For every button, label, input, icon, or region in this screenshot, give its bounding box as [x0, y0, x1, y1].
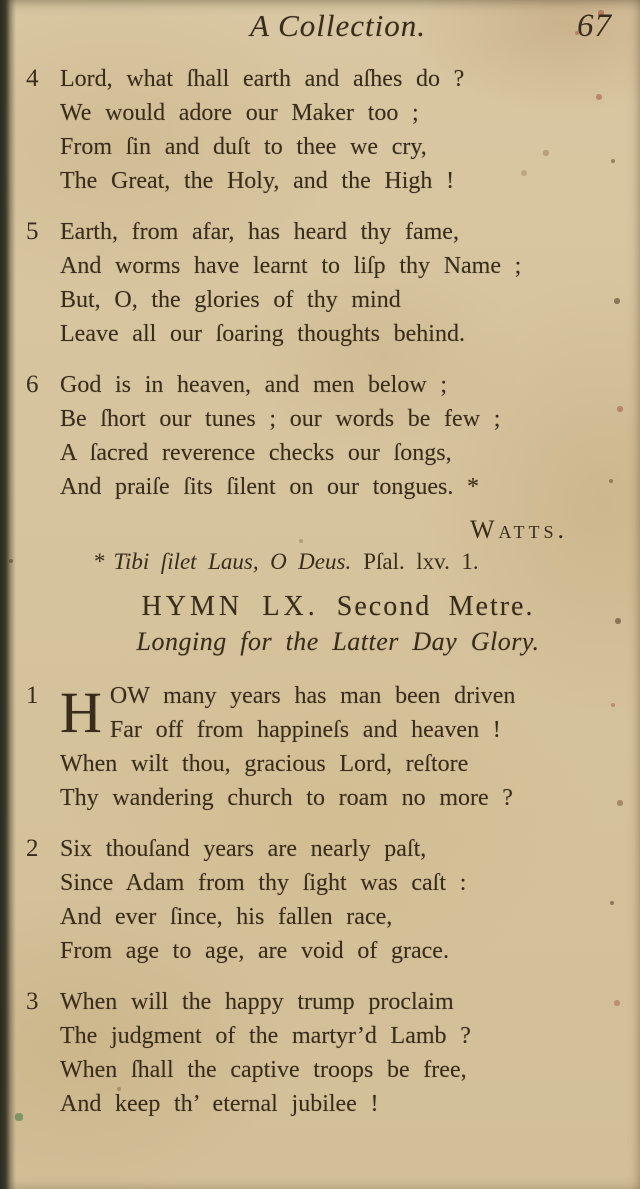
verse-line: The judgment of the martyr’d Lamb ?: [60, 1023, 471, 1049]
verse-line: And worms have learnt to liſp thy Name ;: [60, 253, 522, 279]
verse-line: And ever ſince, his fallen race,: [60, 904, 393, 930]
verse: [26, 368, 616, 504]
verse-line: And praiſe ſits ſilent on our tongues. *: [60, 474, 480, 500]
verse-line: We would adore our Maker too ;: [60, 100, 419, 126]
verse-number: 6: [26, 371, 39, 398]
verse-line: The Great, the Holy, and the High !: [60, 168, 455, 194]
drop-cap: H: [60, 680, 102, 745]
author-attribution: Watts.: [469, 515, 568, 544]
verse: [26, 215, 616, 351]
footnote: [94, 547, 616, 577]
verse-number: 4: [26, 65, 39, 92]
verse-line: From age to age, are void of grace.: [60, 938, 449, 964]
verse-line: When ſhall the captive troops be free,: [60, 1057, 467, 1083]
verse-line: God is in heaven, and men below ;: [60, 372, 448, 398]
hymn-subtitle: Longing for the Latter Day Glory.: [136, 627, 540, 656]
verse-line: Far off from happineſs and heaven !: [109, 717, 501, 743]
dropcap-row: [60, 679, 616, 747]
verse-line: Since Adam from thy ſight was caſt :: [60, 870, 467, 896]
verse-line: Be ſhort our tunes ; our words be few ;: [60, 406, 501, 432]
verse: [26, 679, 616, 815]
verse-line: OW many years has man been driven: [109, 683, 516, 709]
verse-line: But, O, the glories of thy mind: [60, 287, 401, 313]
footnote-scripture-reference: Pſal. lxv. 1.: [363, 549, 479, 574]
hymn-metre: Second Metre.: [336, 591, 535, 622]
page-number: 67: [577, 8, 612, 44]
verse-line: Earth, from afar, has heard thy fame,: [60, 219, 459, 245]
verse-line: And keep th’ eternal jubilee !: [60, 1091, 379, 1117]
verse-number: 2: [26, 835, 39, 862]
verse-line: A ſacred reverence checks our ſongs,: [60, 440, 452, 466]
verse: [26, 832, 616, 968]
verse-line: When wilt thou, gracious Lord, reſtore: [60, 751, 469, 777]
verse: [26, 985, 616, 1121]
verse-line: Thy wandering church to roam no more ?: [60, 785, 513, 811]
verse: [26, 62, 616, 198]
hymn-number: HYMN LX.: [141, 591, 319, 622]
running-head: [60, 8, 616, 56]
verse-line: Lord, what ſhall earth and aſhes do ?: [60, 66, 465, 92]
footnote-latin-text: Tibi ſilet Laus, O Deus.: [113, 549, 352, 574]
dropcap-lines: [110, 679, 516, 747]
running-title: A Collection.: [249, 8, 427, 43]
verse-number: 3: [26, 988, 39, 1015]
verse-line: Leave all our ſoaring thoughts behind.: [60, 321, 465, 347]
verse-line: From ſin and duſt to thee we cry,: [60, 134, 427, 160]
verse-number: 1: [26, 682, 39, 709]
verse-line: When will the happy trump proclaim: [60, 989, 454, 1015]
verse-number: 5: [26, 218, 39, 245]
footnote-marker: *: [94, 549, 106, 574]
verse-line: Six thouſand years are nearly paſt,: [60, 836, 427, 862]
hymn-heading: [60, 591, 616, 623]
